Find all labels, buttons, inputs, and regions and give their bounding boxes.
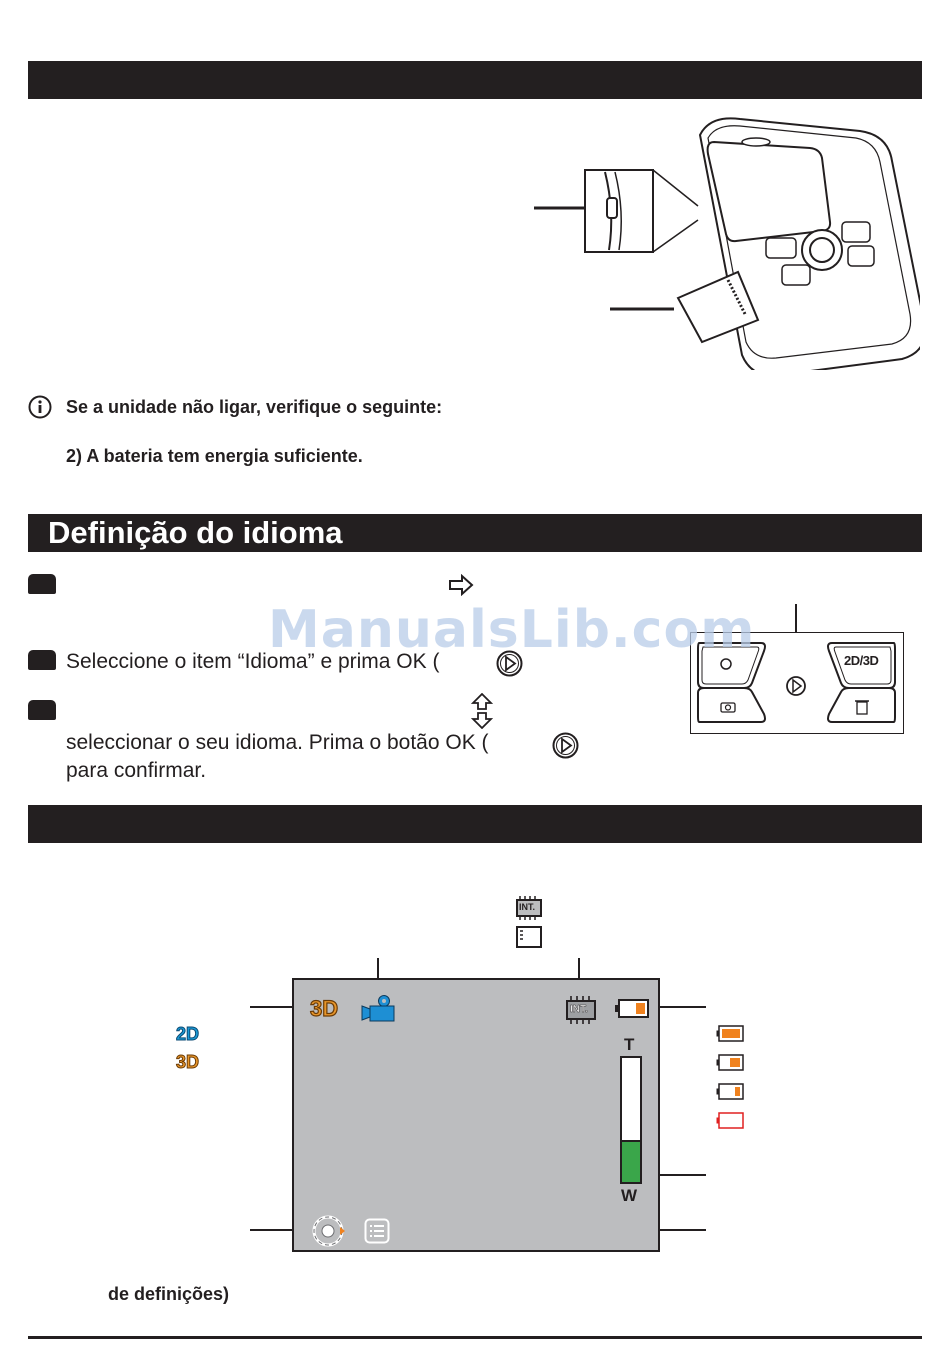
note-line-1: Se a unidade não ligar, verifique o seguinte: — [66, 397, 443, 417]
ok-settings-icon — [310, 1214, 346, 1248]
lcd-battery-icon — [614, 998, 650, 1020]
section-header-bar-1 — [28, 61, 922, 99]
legend-3d-badge: 3D — [176, 1052, 200, 1072]
sd-card-icon — [514, 925, 544, 949]
section-title-language: Definição do idioma — [48, 515, 343, 550]
step-3-line-1: seleccionar o seu idioma. Prima o botão OK ( — [66, 731, 489, 754]
internal-memory-label: INT. — [519, 902, 536, 912]
step-2-marker — [28, 650, 56, 670]
section-header-bar-2 — [28, 514, 922, 552]
battery-full-icon — [717, 1026, 744, 1041]
menu-list-icon — [364, 1218, 390, 1244]
step-3-line-2: para confirmar. — [66, 759, 207, 782]
video-camera-icon — [360, 994, 396, 1024]
up-down-arrow-icon — [471, 693, 493, 729]
legend-2d-badge: 2D — [176, 1024, 200, 1044]
step-3-marker — [28, 700, 56, 720]
camcorder-illustration — [530, 110, 920, 370]
info-icon — [28, 395, 52, 419]
step-2-text: Seleccione o item “Idioma” e prima OK ( — [66, 650, 440, 673]
zoom-tele-label: T — [624, 1035, 635, 1054]
battery-legend — [716, 1024, 746, 1134]
battery-one-third-icon — [717, 1084, 744, 1099]
internal-memory-icon — [514, 896, 544, 920]
lcd-3d-badge: 3D — [310, 996, 339, 1021]
section-header-bar-3 — [28, 805, 922, 843]
ok-play-icon-2 — [552, 732, 579, 759]
watermark-text: ManualsLib.com — [268, 600, 756, 660]
right-arrow-icon — [448, 574, 474, 596]
bottom-rule — [28, 1336, 922, 1339]
lcd-internal-memory-label: INT. — [570, 1004, 588, 1015]
footer-note-text: de definições) — [108, 1284, 230, 1304]
zoom-level-fill — [622, 1140, 640, 1182]
step-1-marker — [28, 574, 56, 594]
battery-empty-icon — [717, 1113, 744, 1128]
mode-2d3d-label: 2D/3D — [844, 653, 879, 668]
lcd-internal-memory-icon — [564, 996, 598, 1024]
zoom-bar — [620, 1056, 642, 1184]
zoom-wide-label: W — [621, 1186, 638, 1205]
note-line-2: 2) A bateria tem energia suficiente. — [66, 446, 363, 466]
battery-two-thirds-icon — [717, 1055, 744, 1070]
lcd-screen-preview — [292, 978, 660, 1252]
